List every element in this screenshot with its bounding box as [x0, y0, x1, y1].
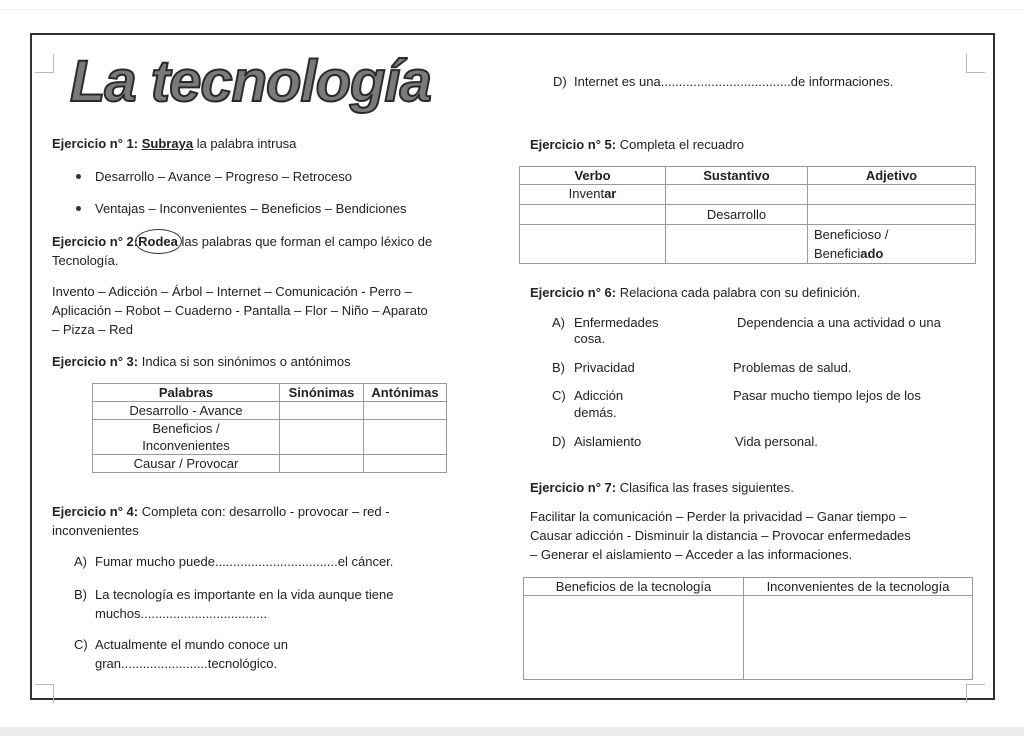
table-cell-line: Beneficios / [152, 421, 220, 436]
exercise-7-table [523, 577, 973, 680]
exercise-1-item: Ventajas – Inconvenientes – Beneficios – Bendiciones [95, 201, 407, 216]
table-header: Antónimas [364, 384, 447, 402]
item-letter: B) [552, 360, 565, 375]
item-letter: D) [553, 74, 567, 89]
fill-in-sentence: Internet es una....................................de informaciones. [574, 74, 894, 89]
match-word: Aislamiento [574, 434, 642, 449]
adjective-stem: Benefici [814, 246, 861, 261]
table-cell-line [814, 244, 971, 263]
page-title: La tecnología [70, 49, 431, 114]
answer-cell[interactable] [364, 420, 447, 455]
answer-cell[interactable] [666, 225, 808, 264]
fill-in-sentence: Actualmente el mundo conoce un [95, 637, 288, 652]
fill-in-sentence-cont: gran........................tecnológico. [95, 656, 278, 671]
answer-cell[interactable] [666, 185, 808, 205]
exercise-2-words-line: – Pizza – Red [52, 322, 133, 337]
exercise-1-item: Desarrollo – Avance – Progreso – Retroceso [95, 169, 353, 184]
exercise-6-instruction: Relaciona cada palabra con su definición. [619, 285, 861, 300]
answer-cell[interactable] [280, 420, 364, 455]
crop-mark-top-right [966, 54, 985, 73]
exercise-7-phrases-line: Causar adicción - Disminuir la distancia – Provocar enfermedades [530, 528, 911, 543]
exercise-7-label: Ejercicio n° 7: [530, 480, 617, 495]
exercise-2-instruction: las palabras que forman el campo léxico de [181, 234, 433, 249]
exercise-2-instruction-cont: Tecnología. [52, 253, 119, 268]
exercise-3-table [92, 383, 447, 473]
table-cell: Desarrollo - Avance [93, 402, 280, 420]
exercise-1-heading [52, 134, 296, 153]
top-edge-line [0, 9, 1024, 10]
answer-cell[interactable] [364, 402, 447, 420]
exercise-2-verb: Rodea [138, 234, 178, 249]
exercise-3-instruction: Indica si son sinónimos o antónimos [141, 354, 351, 369]
table-row [520, 225, 976, 264]
item-letter: B) [74, 587, 87, 602]
match-definition-cont: cosa. [574, 331, 606, 346]
answer-cell[interactable] [520, 205, 666, 225]
exercise-7-instruction: Clasifica las frases siguientes. [619, 480, 794, 495]
exercise-5-heading [530, 135, 744, 154]
table-header: Palabras [93, 384, 280, 402]
item-letter: D) [552, 434, 566, 449]
exercise-1-instruction: la palabra intrusa [196, 136, 297, 151]
item-letter: C) [552, 388, 566, 403]
table-header: Inconvenientes de la tecnología [744, 578, 973, 596]
match-word: Adicción [574, 388, 624, 403]
bullet-icon [76, 206, 81, 211]
match-word: Enfermedades [574, 315, 659, 330]
exercise-2-verb-circled [138, 232, 178, 251]
table-header: Sustantivo [666, 167, 808, 185]
table-cell-line: Inconvenientes [142, 438, 230, 453]
exercise-1-verb: Subraya [141, 136, 194, 151]
table-row [93, 420, 447, 455]
table-cell [520, 185, 666, 205]
answer-cell[interactable] [280, 402, 364, 420]
item-letter: C) [74, 637, 88, 652]
table-row [93, 402, 447, 420]
table-cell-line: Beneficioso / [814, 227, 889, 242]
item-letter: A) [74, 554, 87, 569]
crop-mark-top-left [35, 54, 54, 73]
table-header: Adjetivo [808, 167, 976, 185]
exercise-6-heading [530, 283, 860, 302]
exercise-2-heading [52, 232, 432, 251]
exercise-1-label: Ejercicio n° 1: [52, 136, 139, 151]
table-row [93, 455, 447, 473]
exercise-5-instruction: Completa el recuadro [619, 137, 745, 152]
table-header: Beneficios de la tecnología [524, 578, 744, 596]
fill-in-sentence: La tecnología es importante en la vida aunque tiene [95, 587, 394, 602]
bullet-icon [76, 174, 81, 179]
answer-cell[interactable] [364, 455, 447, 473]
table-row [524, 596, 973, 680]
exercise-3-heading [52, 352, 351, 371]
answer-cell[interactable] [524, 596, 744, 680]
item-letter: A) [552, 315, 565, 330]
fill-in-sentence-cont: muchos................................... [95, 606, 267, 621]
table-header: Verbo [520, 167, 666, 185]
exercise-7-heading [530, 478, 794, 497]
exercise-4-instruction: Completa con: desarrollo - provocar – red - [141, 504, 390, 519]
answer-cell[interactable] [280, 455, 364, 473]
table-row [520, 185, 976, 205]
table-cell [93, 420, 280, 455]
adjective-ending: ado [860, 246, 884, 261]
match-definition-cont: demás. [574, 405, 617, 420]
exercise-5-table [519, 166, 976, 264]
exercise-7-phrases-line: – Generar el aislamiento – Acceder a las informaciones. [530, 547, 853, 562]
exercise-3-label: Ejercicio n° 3: [52, 354, 139, 369]
answer-cell[interactable] [744, 596, 973, 680]
table-header: Sinónimas [280, 384, 364, 402]
match-definition: Problemas de salud. [733, 360, 852, 375]
fill-in-sentence: Fumar mucho puede..................................el cáncer. [95, 554, 394, 569]
answer-cell[interactable] [520, 225, 666, 264]
exercise-5-label: Ejercicio n° 5: [530, 137, 617, 152]
match-definition: Pasar mucho tiempo lejos de los [733, 388, 921, 403]
crop-mark-bottom-left [35, 684, 54, 703]
verb-ending: ar [604, 186, 617, 201]
match-definition: Vida personal. [735, 434, 818, 449]
table-cell: Causar / Provocar [93, 455, 280, 473]
answer-cell[interactable] [808, 185, 976, 205]
exercise-2-words-line: Aplicación – Robot – Cuaderno - Pantalla – Flor – Niño – Aparato [52, 303, 428, 318]
exercise-4-label: Ejercicio n° 4: [52, 504, 139, 519]
exercise-2-label: Ejercicio n° 2: [52, 234, 139, 249]
crop-mark-bottom-right [966, 684, 985, 703]
match-definition: Dependencia a una actividad o una [737, 315, 941, 330]
exercise-4-instruction-cont: inconvenientes [52, 523, 139, 538]
table-row [520, 205, 976, 225]
exercise-6-label: Ejercicio n° 6: [530, 285, 617, 300]
bottom-bar [0, 727, 1024, 736]
table-cell [808, 225, 976, 264]
table-cell: Desarrollo [666, 205, 808, 225]
answer-cell[interactable] [808, 205, 976, 225]
exercise-7-phrases-line: Facilitar la comunicación – Perder la privacidad – Ganar tiempo – [530, 509, 907, 524]
verb-stem: Invent [568, 186, 605, 201]
match-word: Privacidad [574, 360, 635, 375]
exercise-4-heading [52, 502, 390, 521]
exercise-2-words-line: Invento – Adicción – Árbol – Internet – Comunicación - Perro – [52, 284, 412, 299]
